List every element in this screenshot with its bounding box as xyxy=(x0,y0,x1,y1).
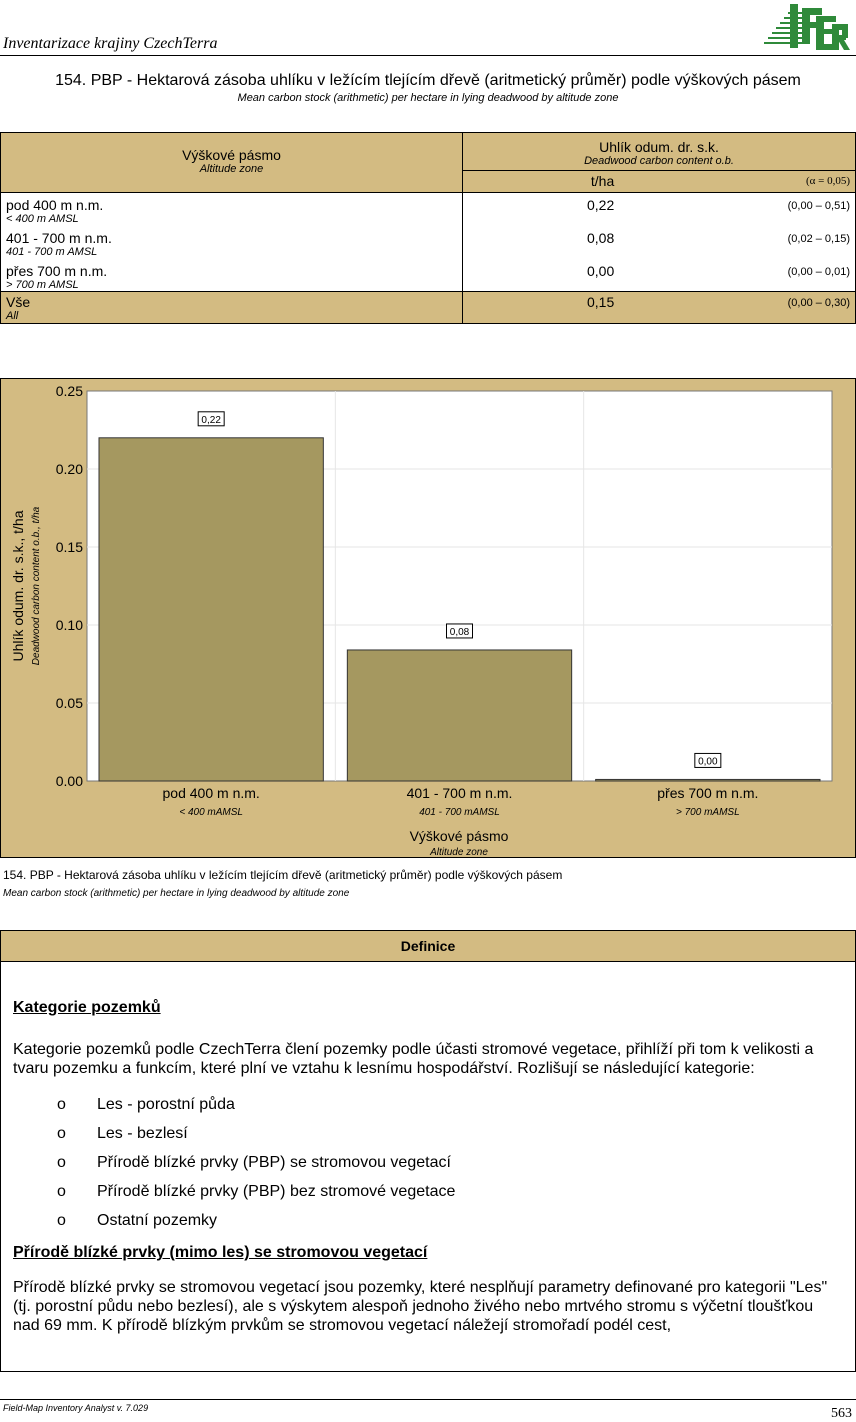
list-item: o Les - porostní půda xyxy=(57,1096,235,1113)
x-axis-label-en: Altitude zone xyxy=(430,847,488,857)
footer-software: Field-Map Inventory Analyst v. 7.029 xyxy=(3,1403,149,1413)
y-tick-label: 0.20 xyxy=(55,461,83,477)
section-text-land-categories: Kategorie pozemků podle CzechTerra člení pozemky podle účasti stromové vegetace, přihlíží při tom k velikosti a tvaru pozemku a funkcím, které plní ve vztahu k lesnímu hospodářství. Rozlišují se následující kategorie: xyxy=(13,1041,814,1077)
definition-header: Definice xyxy=(1,931,855,962)
data-label: 0,22 xyxy=(201,414,221,426)
x-tick-label-en: > 700 mAMSL xyxy=(676,807,740,818)
table-row: přes 700 m n.m. > 700 m AMSL 0,00 (0,00 – 0,01) xyxy=(1,259,856,292)
y-tick-label: 0.25 xyxy=(55,383,83,399)
alpha-header: (α = 0,05) xyxy=(619,171,855,193)
bar xyxy=(347,650,571,781)
chart-caption-en: Mean carbon stock (arithmetic) per hectare in lying deadwood by altitude zone xyxy=(3,888,350,899)
carbon-header: Uhlík odum. dr. s.k. Deadwood carbon content o.b. xyxy=(463,133,856,171)
bar xyxy=(596,779,820,781)
x-axis-label: Výškové pásmo xyxy=(409,828,509,844)
x-tick-label: 401 - 700 m n.m. xyxy=(406,785,513,801)
bar xyxy=(99,438,323,781)
header-divider xyxy=(0,55,856,56)
y-axis-label: Uhlík odum. dr. s.k., t/ha xyxy=(10,510,26,662)
header-title: Inventarizace krajiny CzechTerra xyxy=(3,35,218,52)
section-text-pbp: Přírodě blízké prvky se stromovou vegetací jsou pozemky, které nesplňují parametry definované pro kategorii "Les" (tj. porostní půdu nebo bezlesí), ale s výskytem alespoň jednoho živého nebo mrtvého stromu s výčetní tloušťkou nad 69 mm. K přírodě blízkým prvkům se stromovou vegetací náležejí stromořadí podél cest, xyxy=(13,1279,828,1334)
list-item: o Les - bezlesí xyxy=(57,1125,188,1142)
results-table xyxy=(0,132,856,324)
altitude-header: Výškové pásmo Altitude zone xyxy=(1,133,463,193)
table-row: pod 400 m n.m. < 400 m AMSL 0,22 (0,00 – 0,51) xyxy=(1,193,856,226)
y-tick-label: 0.05 xyxy=(55,695,83,711)
list-item: o Přírodě blízké prvky (PBP) se stromovou vegetací xyxy=(57,1154,451,1171)
list-item: o Ostatní pozemky xyxy=(57,1212,218,1229)
section-title-pbp: Přírodě blízké prvky (mimo les) se stromovou vegetací xyxy=(13,1244,428,1261)
table-total-row: Vše All 0,15 (0,00 – 0,30) xyxy=(1,292,856,324)
footer-divider xyxy=(0,1399,856,1400)
category-list xyxy=(13,1090,843,1235)
chart-svg xyxy=(1,379,855,857)
y-tick-label: 0.10 xyxy=(55,617,83,633)
report-title: 154. PBP - Hektarová zásoba uhlíku v ležícím tlejícím dřevě (aritmetický průměr) podle výškových pásem xyxy=(55,72,801,89)
list-item: o Přírodě blízké prvky (PBP) bez stromové vegetace xyxy=(57,1183,456,1200)
table-row: 401 - 700 m n.m. 401 - 700 m AMSL 0,08 (0,02 – 0,15) xyxy=(1,226,856,259)
y-tick-label: 0.15 xyxy=(55,539,83,555)
chart-caption: 154. PBP - Hektarová zásoba uhlíku v ležícím tlejícím dřevě (aritmetický průměr) podle výškových pásem xyxy=(3,868,563,882)
definition-box xyxy=(0,930,856,1372)
x-tick-label-en: < 400 mAMSL xyxy=(179,807,243,818)
y-ticks xyxy=(56,383,83,789)
x-categories xyxy=(163,785,759,818)
x-tick-label-en: 401 - 700 mAMSL xyxy=(419,807,500,818)
report-subtitle: Mean carbon stock (arithmetic) per hectare in lying deadwood by altitude zone xyxy=(237,92,619,104)
data-label: 0,08 xyxy=(449,626,470,638)
page-number: 563 xyxy=(831,1406,852,1421)
data-label: 0,00 xyxy=(698,756,718,768)
x-tick-label: přes 700 m n.m. xyxy=(657,785,759,801)
y-axis-label-en: Deadwood carbon content o.b., t/ha xyxy=(31,506,42,666)
section-title-land-categories: Kategorie pozemků xyxy=(13,999,161,1016)
bar-chart xyxy=(0,378,856,858)
y-tick-label: 0.00 xyxy=(55,773,83,789)
unit-header: t/ha xyxy=(463,171,620,193)
ifer-logo xyxy=(760,2,852,52)
x-tick-label: pod 400 m n.m. xyxy=(162,785,260,801)
